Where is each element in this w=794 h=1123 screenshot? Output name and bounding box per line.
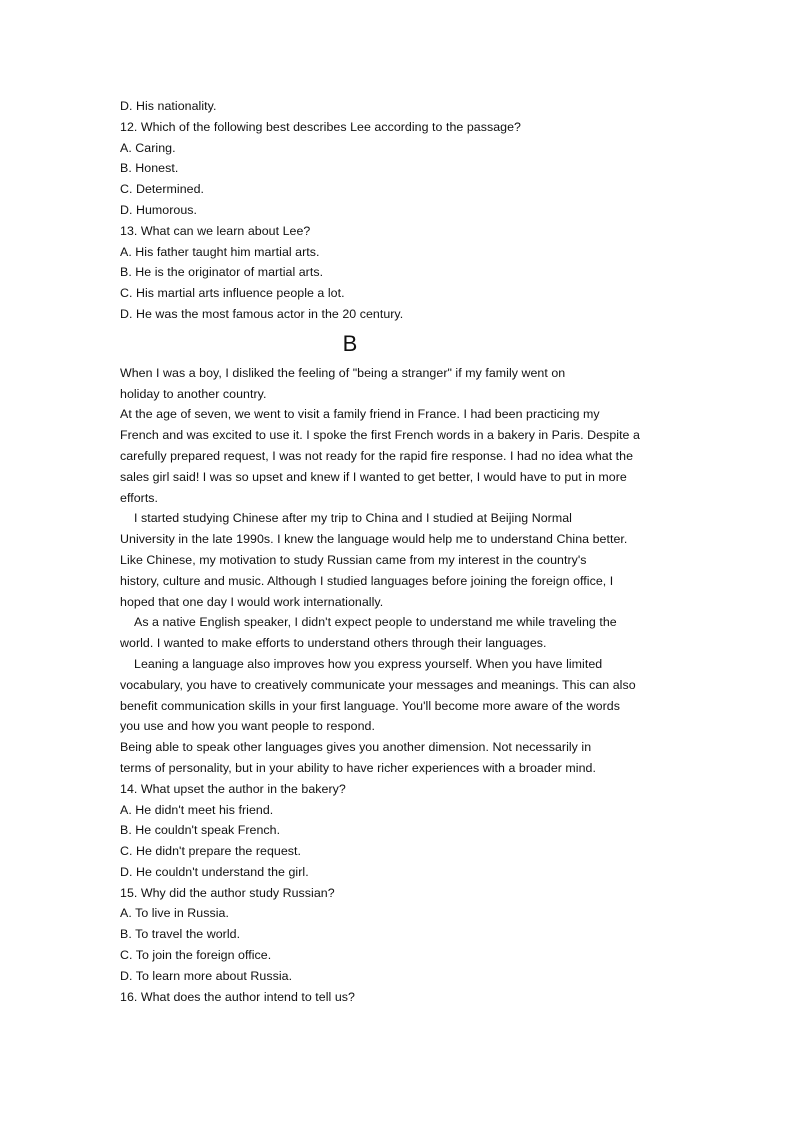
question-text: 16. What does the author intend to tell us? — [120, 989, 355, 1004]
passage-line: Leaning a language also improves how you express yourself. When you have limited — [134, 656, 603, 671]
option-a: A. He didn't meet his friend. — [120, 802, 274, 817]
question-16 — [120, 987, 660, 1008]
question-text: 14. What upset the author in the bakery? — [120, 781, 346, 796]
option-a: A. To live in Russia. — [120, 906, 229, 921]
question-text: 12. Which of the following best describes Lee according to the passage? — [120, 119, 521, 134]
document-page — [120, 96, 660, 1007]
passage-line: benefit communication skills in your first language. You'll become more aware of the words — [120, 698, 620, 713]
option-b: B. He couldn't speak French. — [120, 823, 281, 838]
option-a: A. Caring. — [120, 140, 176, 155]
passage-b — [120, 363, 660, 779]
passage-line: you use and how you want people to respond. — [120, 719, 375, 734]
passage-line: holiday to another country. — [120, 386, 267, 401]
option-a: A. His father taught him martial arts. — [120, 244, 320, 259]
passage-line: I started studying Chinese after my trip to China and I studied at Beijing Normal — [134, 511, 572, 526]
passage-line: world. I wanted to make efforts to understand others through their languages. — [120, 636, 547, 651]
option-b: B. To travel the world. — [120, 927, 241, 942]
option-c: C. He didn't prepare the request. — [120, 844, 302, 859]
passage-line: sales girl said! I was so upset and knew if I wanted to get better, I would have to put in more — [120, 469, 627, 484]
passage-line: French and was excited to use it. I spoke the first French words in a bakery in Paris. Despite a — [120, 428, 640, 443]
passage-line: At the age of seven, we went to visit a family friend in France. I had been practicing my — [120, 407, 600, 422]
option-d: D. He couldn't understand the girl. — [120, 864, 309, 879]
passage-line: efforts. — [120, 490, 159, 505]
option-c: C. Determined. — [120, 182, 205, 197]
option-d: D. To learn more about Russia. — [120, 968, 293, 983]
passage-line: Being able to speak other languages gives you another dimension. Not necessarily in — [120, 740, 592, 755]
question-13 — [120, 221, 660, 325]
passage-line: As a native English speaker, I didn't expect people to understand me while traveling the — [134, 615, 617, 630]
option-c: C. To join the foreign office. — [120, 948, 272, 963]
question-15 — [120, 883, 660, 987]
option-b: B. Honest. — [120, 161, 179, 176]
passage-line: history, culture and music. Although I studied languages before joining the foreign office, I — [120, 573, 614, 588]
question-text: 15. Why did the author study Russian? — [120, 885, 335, 900]
passage-line: When I was a boy, I disliked the feeling of "being a stranger" if my family went on — [120, 365, 566, 380]
option-b: B. He is the originator of martial arts. — [120, 265, 324, 280]
passage-line: vocabulary, you have to creatively communicate your messages and meanings. This can also — [120, 677, 636, 692]
option-c: C. His martial arts influence people a lot. — [120, 286, 345, 301]
section-title: B — [342, 330, 358, 356]
passage-line: terms of personality, but in your ability to have richer experiences with a broader mind. — [120, 760, 596, 775]
question-text: 13. What can we learn about Lee? — [120, 223, 311, 238]
q11-option-d: D. His nationality. — [120, 99, 217, 113]
passage-line: University in the late 1990s. I knew the language would help me to understand China better. — [120, 532, 628, 547]
passage-line: hoped that one day I would work internationally. — [120, 594, 384, 609]
question-12 — [120, 117, 660, 221]
option-d: D. He was the most famous actor in the 20 century. — [120, 306, 404, 321]
question-14 — [120, 779, 660, 883]
passage-line: carefully prepared request, I was not ready for the rapid fire response. I had no idea what the — [120, 448, 634, 463]
option-d: D. Humorous. — [120, 202, 198, 217]
passage-line: Like Chinese, my motivation to study Russian came from my interest in the country's — [120, 552, 587, 567]
